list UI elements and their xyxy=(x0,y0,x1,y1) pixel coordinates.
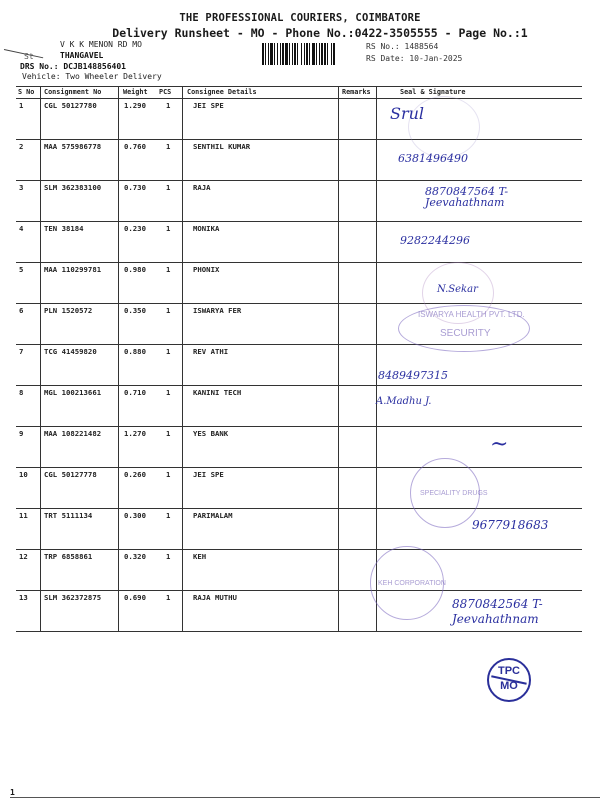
cell-weight: 0.320 xyxy=(124,552,146,561)
cell-sno: 9 xyxy=(19,429,24,438)
table-rule xyxy=(16,98,582,99)
barcode-icon xyxy=(262,43,358,65)
cell-weight: 0.300 xyxy=(124,511,146,520)
cell-consignee: REV ATHI xyxy=(193,347,229,356)
tpc-stamp-bottom: MO xyxy=(500,680,518,692)
table-rule xyxy=(16,385,582,386)
cell-weight: 0.230 xyxy=(124,224,146,233)
keh-stamp-text: KEH CORPORATION xyxy=(378,580,446,587)
cell-sno: 12 xyxy=(19,552,28,561)
cell-weight: 0.730 xyxy=(124,183,146,192)
cell-pcs: 1 xyxy=(166,347,171,356)
cell-sno: 11 xyxy=(19,511,28,520)
cell-weight: 0.690 xyxy=(124,593,146,602)
rs-number xyxy=(366,42,438,51)
cell-weight: 1.270 xyxy=(124,429,146,438)
cell-consignment: PLN 1520572 xyxy=(44,306,93,315)
cell-weight: 0.260 xyxy=(124,470,146,479)
rs-no-label: RS No.: xyxy=(366,42,400,51)
cell-consignee: YES BANK xyxy=(193,429,229,438)
cell-consignment: MAA 575986778 xyxy=(44,142,102,151)
table-column-rule xyxy=(338,86,339,631)
cell-consignee: KEH xyxy=(193,552,207,561)
signature-row-1: Srul xyxy=(390,104,425,123)
table-rule xyxy=(16,180,582,181)
signature-row-9: ~ xyxy=(490,432,509,457)
cell-pcs: 1 xyxy=(166,593,171,602)
cell-weight: 0.710 xyxy=(124,388,146,397)
cell-consignee: SENTHIL KUMAR xyxy=(193,142,251,151)
signature-row-13: 8870842564 T-Jeevahathnam xyxy=(452,597,543,626)
table-rule xyxy=(16,467,582,468)
cell-weight: 0.880 xyxy=(124,347,146,356)
cell-consignment: SLM 362372875 xyxy=(44,593,102,602)
cell-pcs: 1 xyxy=(166,265,171,274)
tpc-mo-stamp xyxy=(487,658,531,702)
iswarya-stamp-bottom: SECURITY xyxy=(440,328,491,339)
rs-date xyxy=(366,54,462,63)
barcode-bar xyxy=(335,43,336,65)
cell-consignment: CGL 50127780 xyxy=(44,101,97,110)
table-rule xyxy=(16,221,582,222)
cell-weight: 1.290 xyxy=(124,101,146,110)
cell-pcs: 1 xyxy=(166,183,171,192)
table-rule xyxy=(16,508,582,509)
drs-label: DRS No.: xyxy=(20,62,59,71)
cell-consignee: RAJA xyxy=(193,183,211,192)
cell-consignment: TRT 5111134 xyxy=(44,511,93,520)
cell-weight: 0.980 xyxy=(124,265,146,274)
table-column-rule xyxy=(118,86,119,631)
cell-consignee: JEI SPE xyxy=(193,101,224,110)
speciality-stamp-text: SPECIALITY DRUGS xyxy=(420,490,488,497)
cell-sno: 13 xyxy=(19,593,28,602)
signature-row-3: 8870847564 T-Jeevahathnam xyxy=(425,185,509,209)
cell-pcs: 1 xyxy=(166,101,171,110)
signature-row-2: 6381496490 xyxy=(398,152,468,165)
cell-consignment: MAA 110299781 xyxy=(44,265,102,274)
iswarya-stamp-top: ISWARYA HEALTH PVT. LTD. xyxy=(418,310,525,319)
cell-sno: 1 xyxy=(19,101,24,110)
table-column-rule xyxy=(376,86,377,631)
vehicle-value: Two Wheeler Delivery xyxy=(65,72,162,81)
table-rule xyxy=(16,86,582,87)
drs-value: DCJB148856401 xyxy=(63,62,126,71)
cell-pcs: 1 xyxy=(166,142,171,151)
table-column-rule xyxy=(182,86,183,631)
cell-sno: 10 xyxy=(19,470,28,479)
cell-consignment: CGL 50127778 xyxy=(44,470,97,479)
cell-weight: 0.350 xyxy=(124,306,146,315)
cell-consignment: MGL 100213661 xyxy=(44,388,102,397)
table-rule xyxy=(16,590,582,591)
staff-name: THANGAVEL xyxy=(60,51,104,60)
cell-sno: 8 xyxy=(19,388,24,397)
table-rule xyxy=(16,426,582,427)
staff-prefix: St xyxy=(24,52,34,61)
cell-sno: 6 xyxy=(19,306,24,315)
cell-consignee: RAJA MUTHU xyxy=(193,593,237,602)
cell-sno: 2 xyxy=(19,142,24,151)
cell-consignee: PARIMALAM xyxy=(193,511,233,520)
branch-name: V K K MENON RD MO xyxy=(60,40,142,49)
signature-row-7: 8489497315 xyxy=(378,369,448,382)
cell-consignment: MAA 108221482 xyxy=(44,429,102,438)
cell-consignee: MONIKA xyxy=(193,224,220,233)
cell-consignee: JEI SPE xyxy=(193,470,224,479)
drs-number xyxy=(20,62,126,71)
cell-sno: 5 xyxy=(19,265,24,274)
signature-row-4: 9282244296 xyxy=(400,234,470,247)
runsheet-title: Delivery Runsheet - MO - Phone No.:0422-3505555 - Page No.:1 xyxy=(112,26,528,40)
signature-row-8: A.Madhu J. xyxy=(376,396,432,407)
cell-consignment: SLM 362383100 xyxy=(44,183,102,192)
cell-sno: 3 xyxy=(19,183,24,192)
rs-date-value: 10-Jan-2025 xyxy=(409,54,463,63)
tpc-stamp-top: TPC xyxy=(498,665,520,677)
cell-sno: 7 xyxy=(19,347,24,356)
cell-pcs: 1 xyxy=(166,552,171,561)
vehicle-info xyxy=(22,72,162,81)
cell-pcs: 1 xyxy=(166,429,171,438)
col-header-weight: Weight xyxy=(123,88,148,96)
rs-no-value: 1488564 xyxy=(404,42,439,51)
cell-pcs: 1 xyxy=(166,511,171,520)
cell-pcs: 1 xyxy=(166,224,171,233)
col-header-consignee: Consignee Details xyxy=(187,88,257,96)
cell-sno: 4 xyxy=(19,224,24,233)
col-header-consignment: Consignment No xyxy=(44,88,102,96)
cell-consignee: PHONIX xyxy=(193,265,220,274)
footer-divider xyxy=(10,797,600,798)
table-rule xyxy=(16,139,582,140)
table-column-rule xyxy=(40,86,41,631)
table-rule xyxy=(16,303,582,304)
signature-row-5: N.Sekar xyxy=(437,284,478,295)
table-rule xyxy=(16,549,582,550)
vehicle-label: Vehicle: xyxy=(22,72,61,81)
cell-weight: 0.760 xyxy=(124,142,146,151)
table-rule xyxy=(16,631,582,632)
cell-consignee: KANINI TECH xyxy=(193,388,242,397)
rs-date-label: RS Date: xyxy=(366,54,405,63)
col-header-pcs: PCS xyxy=(159,88,172,96)
cell-consignee: ISWARYA FER xyxy=(193,306,242,315)
col-header-signature: Seal & Signature xyxy=(400,88,466,96)
signature-row-11: 9677918683 xyxy=(472,518,549,532)
company-title: THE PROFESSIONAL COURIERS, COIMBATORE xyxy=(179,12,421,24)
cell-consignment: TRP 6858861 xyxy=(44,552,93,561)
cell-consignment: TEN 38184 xyxy=(44,224,84,233)
col-header-remarks: Remarks xyxy=(342,88,371,96)
cell-consignment: TCG 41459820 xyxy=(44,347,97,356)
col-header-sno: S No xyxy=(18,88,35,96)
table-rule xyxy=(16,262,582,263)
page-mark: 1 xyxy=(10,788,15,797)
cell-pcs: 1 xyxy=(166,470,171,479)
cell-pcs: 1 xyxy=(166,306,171,315)
cell-pcs: 1 xyxy=(166,388,171,397)
